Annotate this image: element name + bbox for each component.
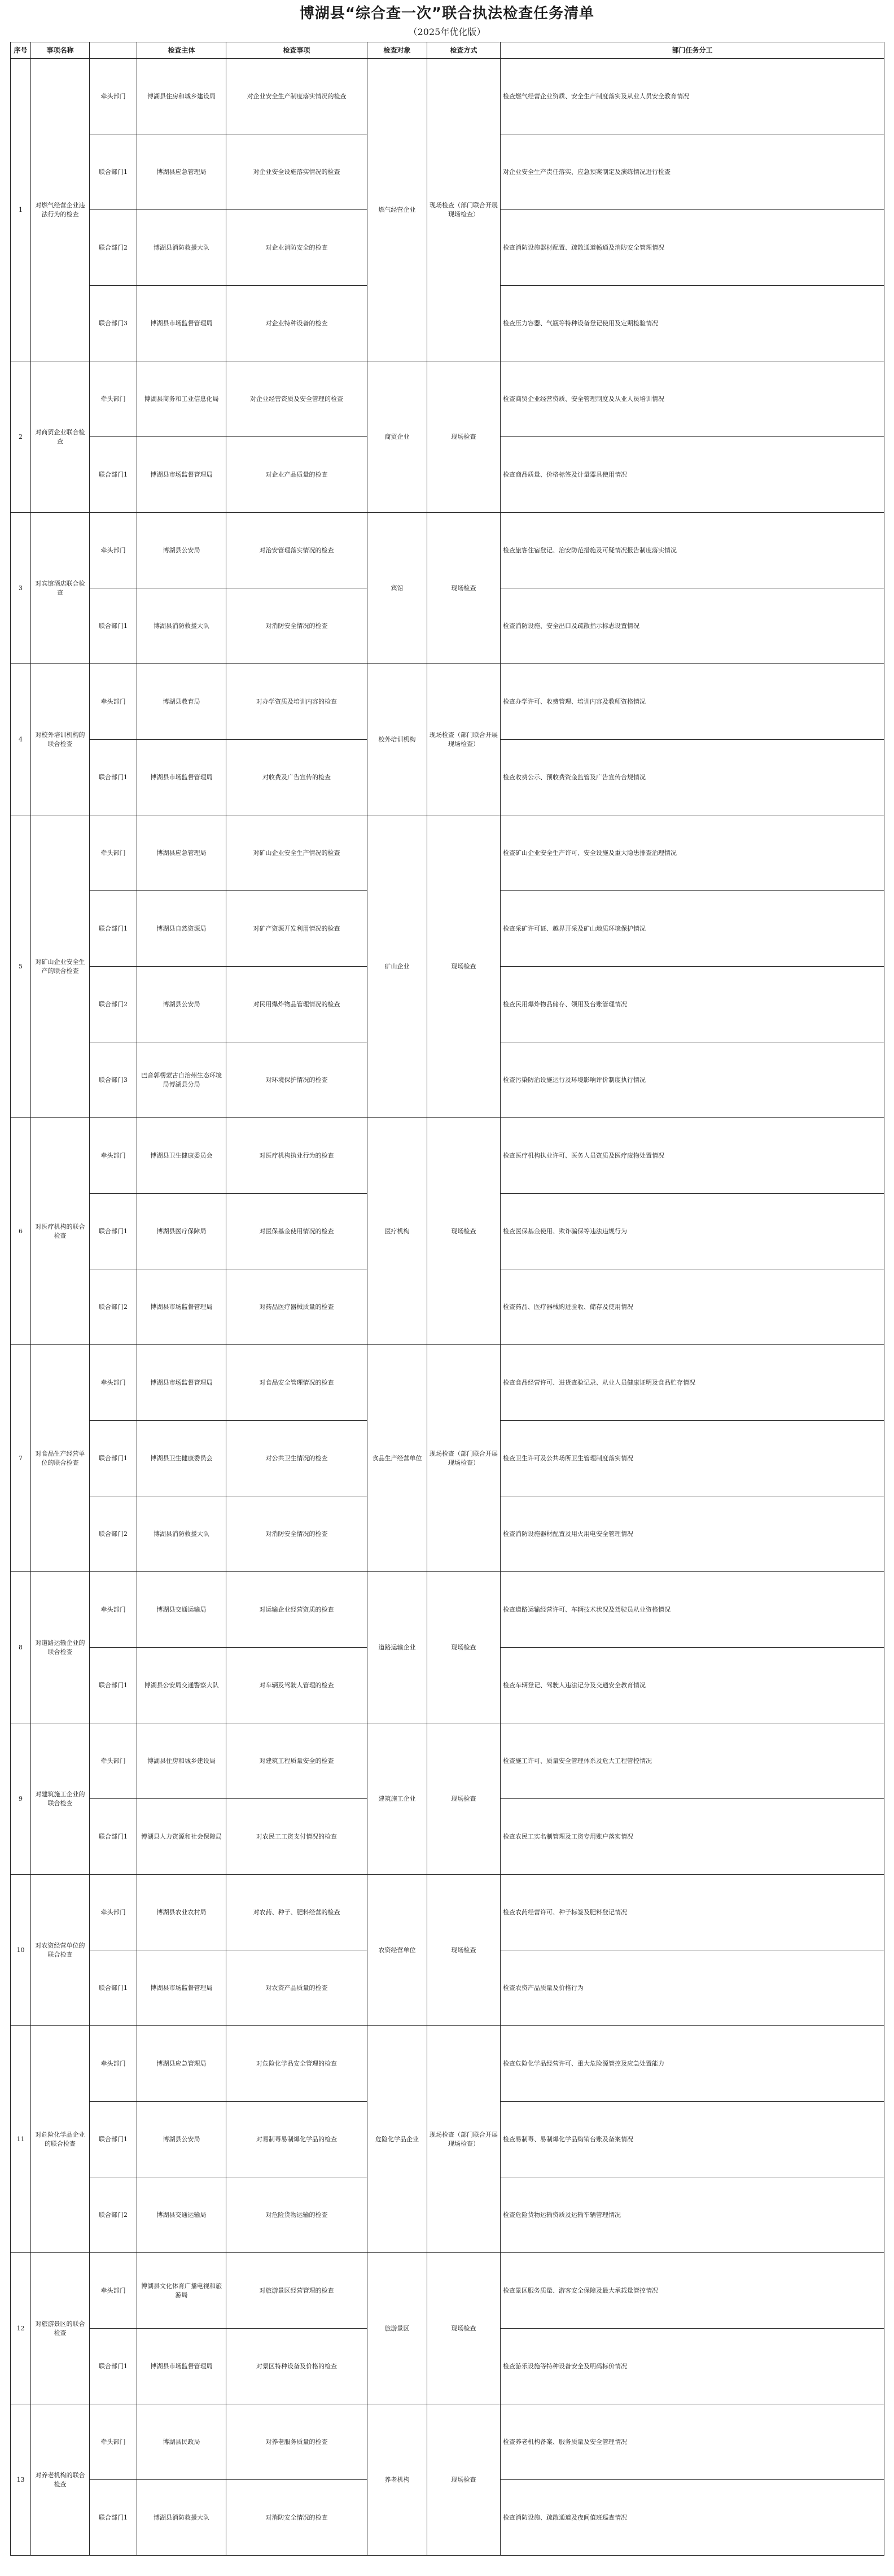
cell-subject: 牵头部门 [90, 1572, 137, 1648]
cell-method: 现场检查（部门联合开展现场检查） [427, 1345, 501, 1572]
cell-body: 博湖县教育局 [137, 664, 226, 740]
column-header: 序号 [11, 42, 31, 59]
cell-item-name: 对道路运输企业的联合检查 [31, 1572, 90, 1723]
cell-body: 博湖县市场监督管理局 [137, 1345, 226, 1421]
table-row [11, 1118, 884, 1194]
cell-duties: 检查医保基金使用、欺诈骗保等违法违规行为 [501, 1194, 884, 1269]
cell-item-name: 对旅游景区的联合检查 [31, 2253, 90, 2404]
cell-body: 博湖县应急管理局 [137, 815, 226, 891]
cell-item-name: 对校外培训机构的联合检查 [31, 664, 90, 815]
cell-target: 矿山企业 [367, 815, 427, 1118]
cell-matters: 对农资产品质量的检查 [226, 1950, 367, 2026]
cell-subject: 联合部门1 [90, 588, 137, 664]
cell-method: 现场检查 [427, 1572, 501, 1723]
cell-matters: 对公共卫生情况的检查 [226, 1421, 367, 1496]
cell-duties: 检查商贸企业经营资质、安全管理制度及从业人员培训情况 [501, 361, 884, 437]
cell-duties: 检查农民工实名制管理及工资专用账户落实情况 [501, 1799, 884, 1875]
cell-number: 2 [11, 361, 31, 513]
cell-target: 建筑施工企业 [367, 1723, 427, 1875]
cell-matters: 对矿山企业安全生产情况的检查 [226, 815, 367, 891]
cell-matters: 对企业消防安全的检查 [226, 210, 367, 286]
cell-method: 现场检查（部门联合开展现场检查） [427, 2026, 501, 2253]
cell-number: 12 [11, 2253, 31, 2404]
cell-matters: 对环境保护情况的检查 [226, 1042, 367, 1118]
cell-number: 5 [11, 815, 31, 1118]
cell-number: 9 [11, 1723, 31, 1875]
cell-body: 博湖县应急管理局 [137, 2026, 226, 2102]
cell-body: 博湖县公安局交通警察大队 [137, 1648, 226, 1723]
cell-matters: 对办学资质及培训内容的检查 [226, 664, 367, 740]
cell-matters: 对农药、种子、肥料经营的检查 [226, 1875, 367, 1950]
cell-matters: 对旅游景区经营管理的检查 [226, 2253, 367, 2329]
cell-duties: 检查游乐设施等特种设备安全及明码标价情况 [501, 2329, 884, 2404]
cell-duties: 检查易制毒、易制爆化学品购销台账及备案情况 [501, 2102, 884, 2177]
cell-item-name: 对养老机构的联合检查 [31, 2404, 90, 2556]
cell-method: 现场检查 [427, 1875, 501, 2026]
cell-duties: 检查矿山企业安全生产许可、安全设施及重大隐患排查治理情况 [501, 815, 884, 891]
cell-method: 现场检查 [427, 1723, 501, 1875]
column-header: 部门任务分工 [501, 42, 884, 59]
cell-subject: 联合部门2 [90, 1496, 137, 1572]
column-header: 检查主体 [137, 42, 226, 59]
cell-subject: 联合部门1 [90, 2102, 137, 2177]
cell-number: 4 [11, 664, 31, 815]
cell-body: 博湖县公安局 [137, 513, 226, 588]
cell-method: 现场检查 [427, 513, 501, 664]
cell-duties: 检查农资产品质量及价格行为 [501, 1950, 884, 2026]
cell-subject: 牵头部门 [90, 361, 137, 437]
cell-method: 现场检查 [427, 1118, 501, 1345]
cell-item-name: 对建筑施工企业的联合检查 [31, 1723, 90, 1875]
cell-subject: 牵头部门 [90, 1118, 137, 1194]
cell-method: 现场检查（部门联合开展现场检查） [427, 59, 501, 361]
cell-body: 博湖县人力资源和社会保障局 [137, 1799, 226, 1875]
cell-duties: 检查燃气经营企业资质、安全生产制度落实及从业人员安全教育情况 [501, 59, 884, 134]
cell-subject: 牵头部门 [90, 2253, 137, 2329]
table-row [11, 1875, 884, 1950]
cell-target: 道路运输企业 [367, 1572, 427, 1723]
cell-number: 8 [11, 1572, 31, 1723]
cell-matters: 对医保基金使用情况的检查 [226, 1194, 367, 1269]
cell-body: 博湖县卫生健康委员会 [137, 1421, 226, 1496]
cell-subject: 联合部门1 [90, 891, 137, 967]
cell-matters: 对农民工工资支付情况的检查 [226, 1799, 367, 1875]
cell-duties: 检查收费公示、预收费资金监管及广告宣传合规情况 [501, 740, 884, 815]
cell-body: 博湖县消防救援大队 [137, 1496, 226, 1572]
cell-number: 1 [11, 59, 31, 361]
table-body [11, 59, 884, 2556]
cell-body: 博湖县交通运输局 [137, 1572, 226, 1648]
cell-matters: 对企业特种设备的检查 [226, 286, 367, 361]
cell-duties: 检查商品质量、价格标签及计量器具使用情况 [501, 437, 884, 513]
cell-body: 博湖县市场监督管理局 [137, 437, 226, 513]
cell-subject: 联合部门1 [90, 134, 137, 210]
document-subtitle: （2025年优化版） [408, 27, 486, 37]
table-row [11, 513, 884, 588]
cell-body: 巴音郭楞蒙古自治州生态环境局博湖县分局 [137, 1042, 226, 1118]
cell-subject: 联合部门1 [90, 2480, 137, 2556]
cell-duties: 检查采矿许可证、越界开采及矿山地质环境保护情况 [501, 891, 884, 967]
cell-matters: 对医疗机构执业行为的检查 [226, 1118, 367, 1194]
cell-subject: 联合部门2 [90, 967, 137, 1042]
cell-duties: 检查农药经营许可、种子标签及肥料登记情况 [501, 1875, 884, 1950]
cell-body: 博湖县市场监督管理局 [137, 286, 226, 361]
cell-body: 博湖县民政局 [137, 2404, 226, 2480]
cell-item-name: 对食品生产经营单位的联合检查 [31, 1345, 90, 1572]
cell-subject: 牵头部门 [90, 1723, 137, 1799]
column-header [90, 42, 137, 59]
cell-matters: 对建筑工程质量安全的检查 [226, 1723, 367, 1799]
cell-duties: 检查消防设施、疏散通道及夜间值班巡查情况 [501, 2480, 884, 2556]
cell-body: 博湖县交通运输局 [137, 2177, 226, 2253]
cell-matters: 对消防安全情况的检查 [226, 588, 367, 664]
cell-body: 博湖县市场监督管理局 [137, 2329, 226, 2404]
cell-matters: 对运输企业经营资质的检查 [226, 1572, 367, 1648]
cell-number: 6 [11, 1118, 31, 1345]
cell-subject: 联合部门1 [90, 740, 137, 815]
cell-matters: 对车辆及驾驶人管理的检查 [226, 1648, 367, 1723]
cell-subject: 联合部门1 [90, 2329, 137, 2404]
cell-target: 宾馆 [367, 513, 427, 664]
cell-body: 博湖县商务和工业信息化局 [137, 361, 226, 437]
cell-subject: 联合部门2 [90, 1269, 137, 1345]
cell-target: 医疗机构 [367, 1118, 427, 1345]
cell-matters: 对收费及广告宣传的检查 [226, 740, 367, 815]
cell-body: 博湖县市场监督管理局 [137, 1950, 226, 2026]
cell-duties: 检查消防设施器材配置及用火用电安全管理情况 [501, 1496, 884, 1572]
cell-matters: 对危险化学品安全管理的检查 [226, 2026, 367, 2102]
cell-matters: 对养老服务质量的检查 [226, 2404, 367, 2480]
cell-subject: 联合部门3 [90, 286, 137, 361]
cell-method: 现场检查 [427, 2404, 501, 2556]
table-row [11, 815, 884, 891]
cell-duties: 检查道路运输经营许可、车辆技术状况及驾驶员从业资格情况 [501, 1572, 884, 1648]
cell-target: 旅游景区 [367, 2253, 427, 2404]
cell-matters: 对景区特种设备及价格的检查 [226, 2329, 367, 2404]
column-header: 事项名称 [31, 42, 90, 59]
cell-matters: 对企业安全生产制度落实情况的检查 [226, 59, 367, 134]
cell-subject: 牵头部门 [90, 2026, 137, 2102]
cell-duties: 检查消防设施器材配置、疏散通道畅通及消防安全管理情况 [501, 210, 884, 286]
cell-number: 3 [11, 513, 31, 664]
column-header: 检查事项 [226, 42, 367, 59]
table-header-row [11, 42, 884, 59]
cell-subject: 牵头部门 [90, 59, 137, 134]
cell-item-name: 对矿山企业安全生产的联合检查 [31, 815, 90, 1118]
cell-body: 博湖县农业农村局 [137, 1875, 226, 1950]
cell-item-name: 对医疗机构的联合检查 [31, 1118, 90, 1345]
cell-body: 博湖县市场监督管理局 [137, 1269, 226, 1345]
cell-subject: 联合部门1 [90, 1194, 137, 1269]
cell-target: 农资经营单位 [367, 1875, 427, 2026]
cell-subject: 联合部门1 [90, 1648, 137, 1723]
cell-body: 博湖县住房和城乡建设局 [137, 59, 226, 134]
cell-duties: 检查压力容器、气瓶等特种设备登记使用及定期检验情况 [501, 286, 884, 361]
cell-subject: 联合部门3 [90, 1042, 137, 1118]
cell-duties: 检查旅客住宿登记、治安防范措施及可疑情况报告制度落实情况 [501, 513, 884, 588]
cell-subject: 牵头部门 [90, 664, 137, 740]
cell-body: 博湖县文化体育广播电视和旅游局 [137, 2253, 226, 2329]
cell-matters: 对危险货物运输的检查 [226, 2177, 367, 2253]
cell-duties: 检查施工许可、质量安全管理体系及危大工程管控情况 [501, 1723, 884, 1799]
cell-item-name: 对商贸企业联合检查 [31, 361, 90, 513]
cell-matters: 对企业经营资质及安全管理的检查 [226, 361, 367, 437]
cell-method: 现场检查 [427, 2253, 501, 2404]
cell-matters: 对消防安全情况的检查 [226, 2480, 367, 2556]
cell-duties: 检查办学许可、收费管理、培训内容及教师资格情况 [501, 664, 884, 740]
cell-duties: 检查污染防治设施运行及环境影响评价制度执行情况 [501, 1042, 884, 1118]
table-row [11, 1572, 884, 1648]
cell-method: 现场检查 [427, 361, 501, 513]
cell-method: 现场检查 [427, 815, 501, 1118]
cell-target: 危险化学品企业 [367, 2026, 427, 2253]
cell-subject: 联合部门1 [90, 1950, 137, 2026]
cell-item-name: 对宾馆酒店联合检查 [31, 513, 90, 664]
cell-body: 博湖县消防救援大队 [137, 2480, 226, 2556]
cell-matters: 对易制毒易制爆化学品的检查 [226, 2102, 367, 2177]
cell-body: 博湖县医疗保障局 [137, 1194, 226, 1269]
cell-subject: 牵头部门 [90, 815, 137, 891]
cell-target: 燃气经营企业 [367, 59, 427, 361]
cell-target: 商贸企业 [367, 361, 427, 513]
cell-body: 博湖县市场监督管理局 [137, 740, 226, 815]
column-header: 检查对象 [367, 42, 427, 59]
cell-duties: 检查医疗机构执业许可、医务人员资质及医疗废物处置情况 [501, 1118, 884, 1194]
cell-duties: 检查养老机构备案、服务质量及安全管理情况 [501, 2404, 884, 2480]
cell-duties: 检查危险货物运输资质及运输车辆管理情况 [501, 2177, 884, 2253]
cell-duties: 检查食品经营许可、进货查验记录、从业人员健康证明及食品贮存情况 [501, 1345, 884, 1421]
table-row [11, 2026, 884, 2102]
cell-subject: 牵头部门 [90, 1345, 137, 1421]
cell-body: 博湖县自然资源局 [137, 891, 226, 967]
cell-number: 13 [11, 2404, 31, 2556]
cell-number: 7 [11, 1345, 31, 1572]
table-row [11, 361, 884, 437]
cell-duties: 检查民用爆炸物品储存、领用及台账管理情况 [501, 967, 884, 1042]
cell-subject: 牵头部门 [90, 2404, 137, 2480]
cell-subject: 牵头部门 [90, 1875, 137, 1950]
cell-number: 10 [11, 1875, 31, 2026]
cell-method: 现场检查（部门联合开展现场检查） [427, 664, 501, 815]
table-row [11, 1723, 884, 1799]
document-title: 博湖县“综合查一次”联合执法检查任务清单 [299, 5, 595, 22]
cell-matters: 对企业安全设施落实情况的检查 [226, 134, 367, 210]
cell-matters: 对治安管理落实情况的检查 [226, 513, 367, 588]
cell-matters: 对企业产品质量的检查 [226, 437, 367, 513]
cell-target: 食品生产经营单位 [367, 1345, 427, 1572]
cell-subject: 联合部门2 [90, 2177, 137, 2253]
cell-item-name: 对农资经营单位的联合检查 [31, 1875, 90, 2026]
cell-duties: 检查消防设施、安全出口及疏散指示标志设置情况 [501, 588, 884, 664]
cell-body: 博湖县消防救援大队 [137, 588, 226, 664]
table-row [11, 2404, 884, 2480]
cell-subject: 联合部门1 [90, 437, 137, 513]
cell-subject: 联合部门2 [90, 210, 137, 286]
cell-duties: 检查危险化学品经营许可、重大危险源管控及应急处置能力 [501, 2026, 884, 2102]
cell-duties: 检查卫生许可及公共场所卫生管理制度落实情况 [501, 1421, 884, 1496]
cell-body: 博湖县消防救援大队 [137, 210, 226, 286]
cell-body: 博湖县住房和城乡建设局 [137, 1723, 226, 1799]
table-row [11, 664, 884, 740]
cell-item-name: 对危险化学品企业的联合检查 [31, 2026, 90, 2253]
cell-matters: 对矿产资源开发利用情况的检查 [226, 891, 367, 967]
cell-duties: 检查景区服务质量、游客安全保障及最大承载量管控情况 [501, 2253, 884, 2329]
table-row [11, 2253, 884, 2329]
cell-subject: 联合部门1 [90, 1799, 137, 1875]
cell-subject: 联合部门1 [90, 1421, 137, 1496]
cell-body: 博湖县公安局 [137, 967, 226, 1042]
cell-duties: 检查车辆登记、驾驶人违法记分及交通安全教育情况 [501, 1648, 884, 1723]
cell-matters: 对药品医疗器械质量的检查 [226, 1269, 367, 1345]
task-list-table [10, 42, 884, 2556]
cell-duties: 检查药品、医疗器械购进验收、储存及使用情况 [501, 1269, 884, 1345]
cell-body: 博湖县公安局 [137, 2102, 226, 2177]
cell-target: 校外培训机构 [367, 664, 427, 815]
table-row [11, 1345, 884, 1421]
cell-target: 养老机构 [367, 2404, 427, 2556]
cell-number: 11 [11, 2026, 31, 2253]
cell-matters: 对消防安全情况的检查 [226, 1496, 367, 1572]
cell-matters: 对民用爆炸物品管理情况的检查 [226, 967, 367, 1042]
cell-subject: 牵头部门 [90, 513, 137, 588]
table-row [11, 59, 884, 134]
cell-matters: 对食品安全管理情况的检查 [226, 1345, 367, 1421]
cell-duties: 对企业安全生产责任落实、应急预案制定及演练情况进行检查 [501, 134, 884, 210]
column-header: 检查方式 [427, 42, 501, 59]
cell-item-name: 对燃气经营企业违法行为的检查 [31, 59, 90, 361]
cell-body: 博湖县应急管理局 [137, 134, 226, 210]
cell-body: 博湖县卫生健康委员会 [137, 1118, 226, 1194]
